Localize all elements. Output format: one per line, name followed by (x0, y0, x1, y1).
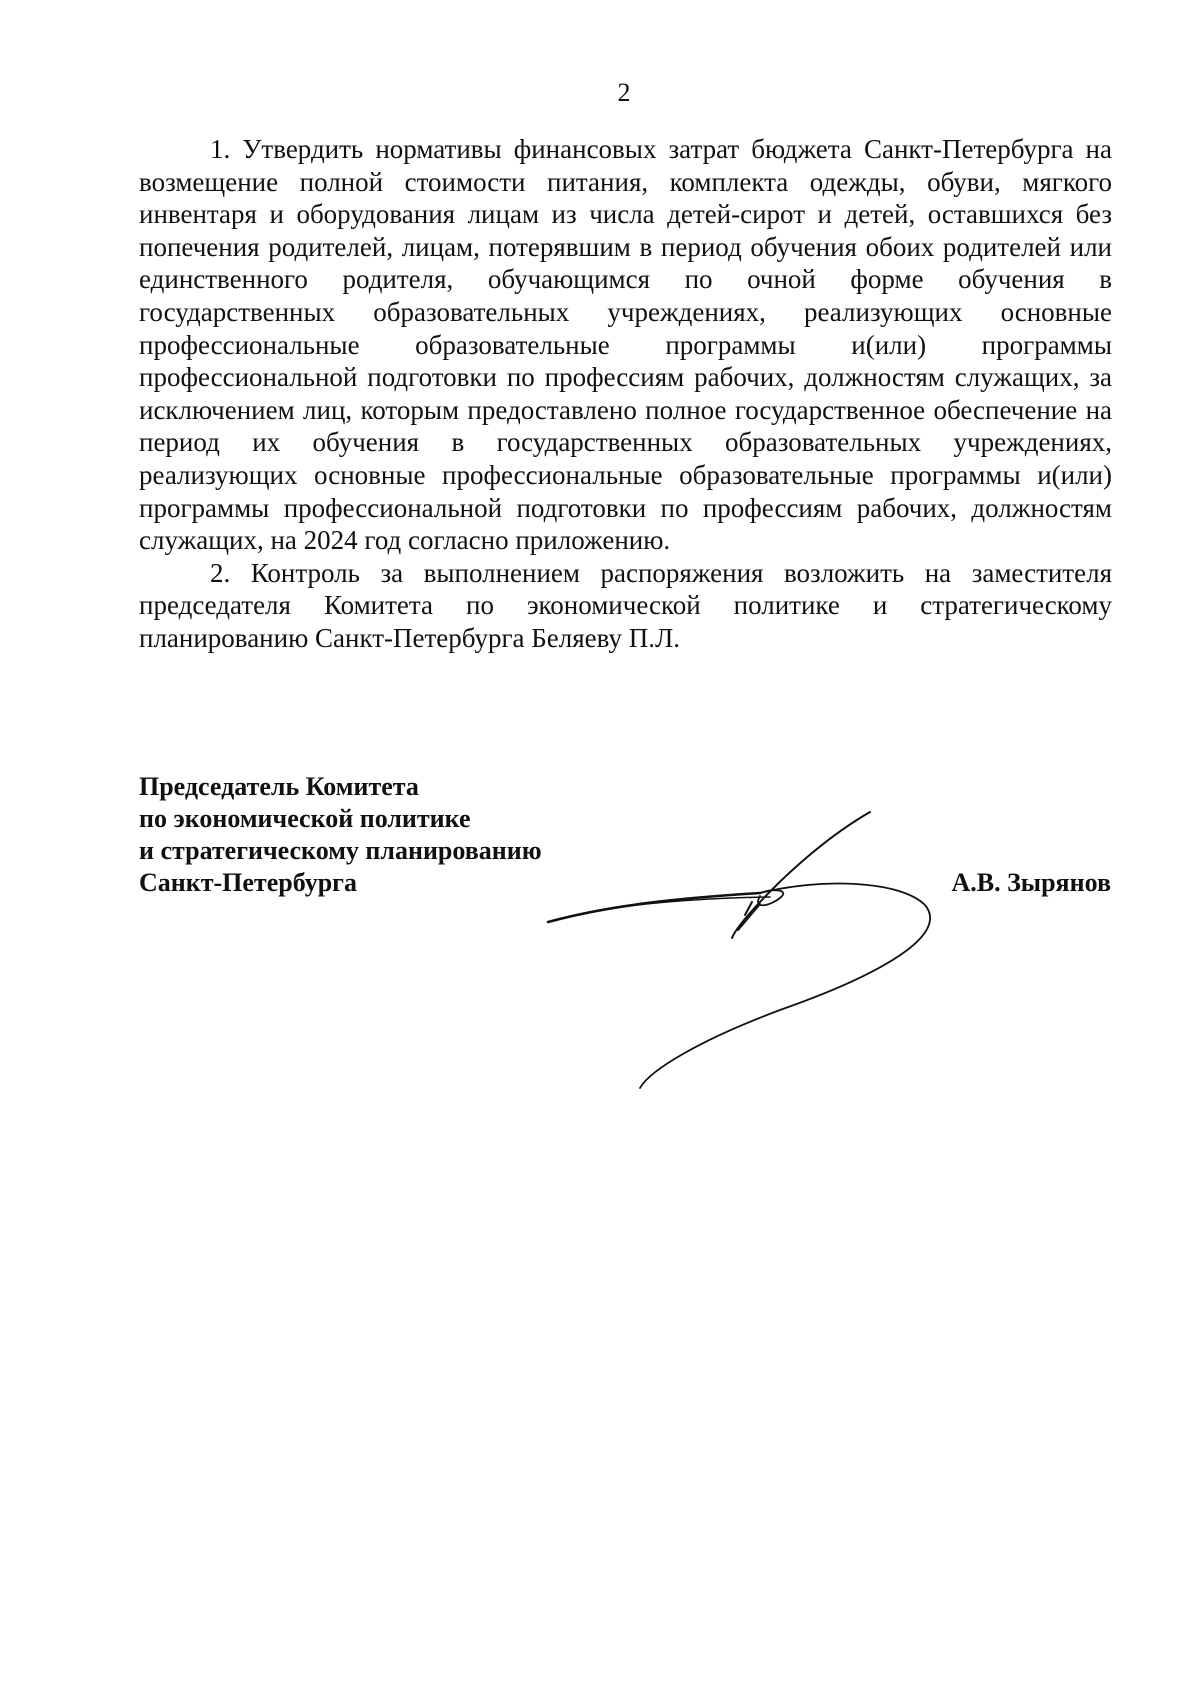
signatory-name: А.В. Зырянов (951, 868, 1111, 897)
signatory-position-line-3: и стратегическому планированию (139, 836, 542, 865)
signature-block (139, 771, 1119, 899)
signatory-position-line-2: по экономической политике (139, 804, 471, 833)
page-number: 2 (617, 78, 631, 107)
paragraph-1: 1. Утвердить нормативы финансовых затрат бюджета Санкт-Петербурга на возмещение полной стоимости питания, комплекта одежды, обуви, мягкого инвентаря и оборудования лицам из числа детей-сирот и детей, оставшихся без попечения родителей, лицам, потерявшим в период обучения обоих родителей или единственного родителя, обучающимся по очной форме обучения в государственных образовательных учреждениях, реализующих основные профессиональные образовательные программы и(или) программы профессиональной подготовки по профессиям рабочих, должностям служащих, за исключением лиц, которым предоставлено полное государственное обеспечение на период их обучения в государственных образовательных учреждениях, реализующих основные профессиональные образовательные программы и(или) программы профессиональной подготовки по профессиям рабочих, должностям служащих, на 2024 год согласно приложению. (139, 134, 1112, 556)
paragraph-2: 2. Контроль за выполнением распоряжения возложить на заместителя председателя Комитета по экономической политике и стратегическому планированию Санкт-Петербурга Беляеву П.Л. (139, 557, 1112, 653)
signatory-position-line-4: Санкт-Петербурга (139, 868, 357, 897)
signatory-position-line-1: Председатель Комитета (139, 772, 419, 801)
